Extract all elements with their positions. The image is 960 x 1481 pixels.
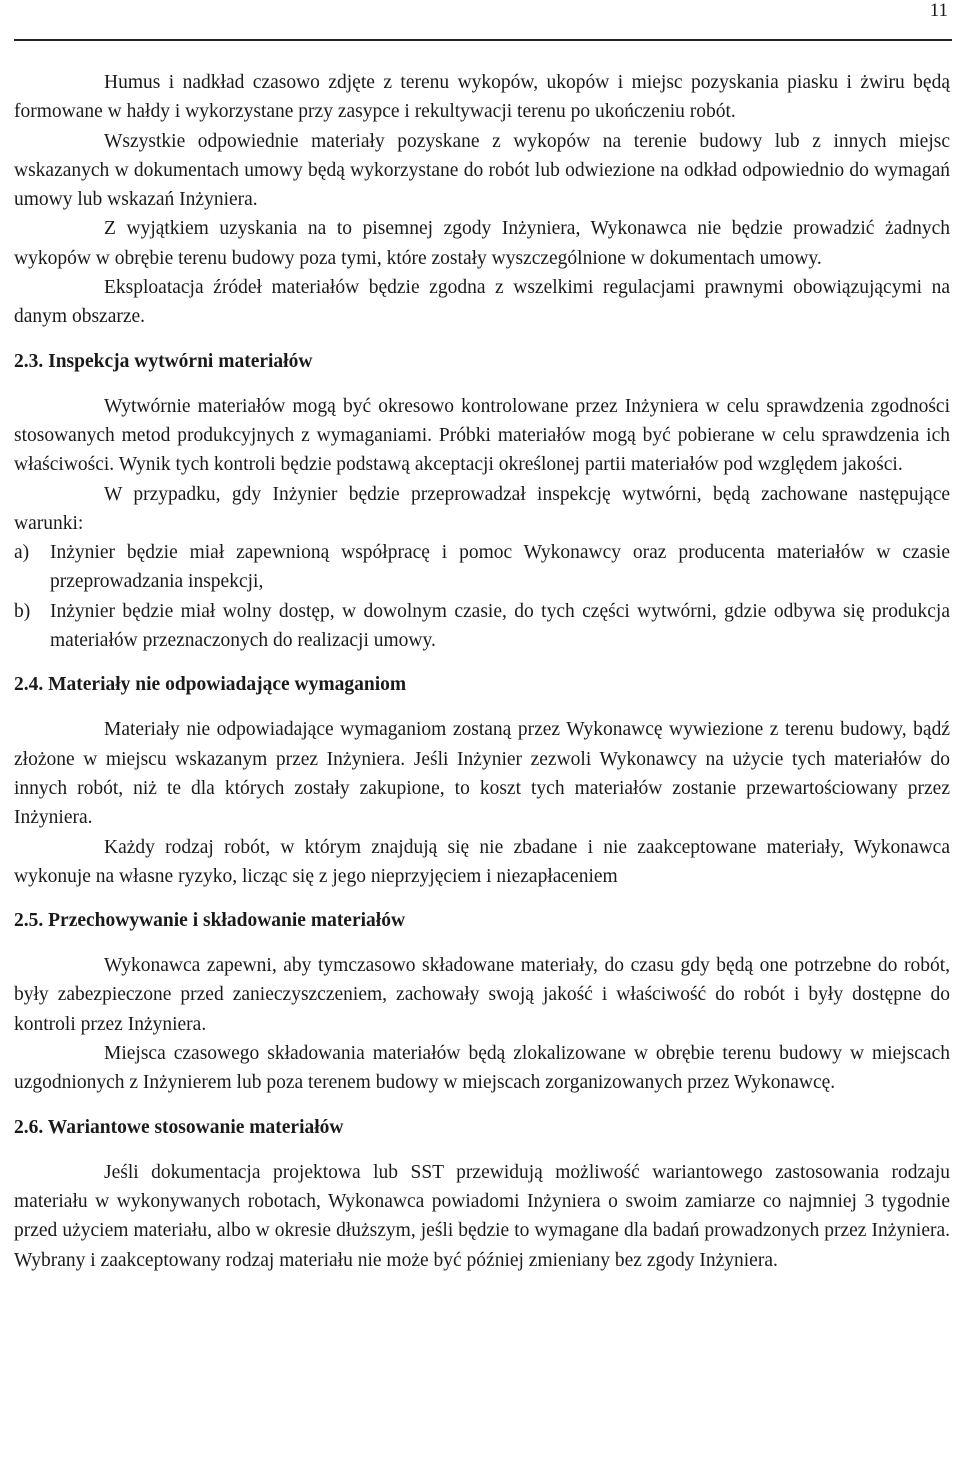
section-2-5-paragraph-1: Wykonawca zapewni, aby tymczasowo składowane materiały, do czasu gdy będą one potrzebne do robót, były zabezpieczone przed zanieczyszczeniem, zachowały swoją jakość i właściwość do robót i były dostępne do kontroli przez Inżyniera. bbox=[14, 955, 950, 1035]
list-item-text: Inżynier będzie miał wolny dostęp, w dowolnym czasie, do tych części wytwórni, gdzie odbywa się produkcja materiałów przeznaczonych do realizacji umowy. bbox=[50, 600, 950, 652]
list-marker: b) bbox=[14, 600, 31, 622]
section-heading-2-5: 2.5. Przechowywanie i składowanie materiałów bbox=[14, 910, 406, 932]
header-rule bbox=[14, 39, 952, 41]
section-heading-2-6: 2.6. Wariantowe stosowanie materiałów bbox=[14, 1116, 344, 1138]
intro-paragraph-4: Eksploatacja źródeł materiałów będzie zgodna z wszelkimi regulacjami prawnymi obowiązującymi na danym obszarze. bbox=[14, 277, 950, 328]
list-item-text: Inżynier będzie miał zapewnioną współpracę i pomoc Wykonawcy oraz producenta materiałów w czasie przeprowadzania inspekcji, bbox=[50, 542, 950, 593]
list-item bbox=[14, 538, 950, 597]
section-heading-2-3: 2.3. Inspekcja wytwórni materiałów bbox=[14, 350, 313, 372]
inspection-conditions-list bbox=[14, 538, 950, 655]
page-header bbox=[0, 0, 960, 42]
section-2-3-paragraph-2: W przypadku, gdy Inżynier będzie przeprowadzał inspekcję wytwórni, będą zachowane następujące warunki: bbox=[14, 483, 950, 534]
section-2-6-paragraph-1: Jeśli dokumentacja projektowa lub SST przewidują możliwość wariantowego zastosowania rodzaju materiału w wykonywanych robotach, Wykonawca powiadomi Inżyniera o swoim zamiarze co najmniej 3 tygodnie przed użyciem materiału, albo w okresie dłuższym, jeśli będzie to wymagane dla badań prowadzonych przez Inżyniera. Wybrany i zaakceptowany rodzaj materiału nie może być później zmieniany bez zgody Inżyniera. bbox=[14, 1161, 950, 1271]
intro-paragraph-2: Wszystkie odpowiednie materiały pozyskane z wykopów na terenie budowy lub z innych miejsc wskazanych w dokumentach umowy będą wykorzystane do robót lub odwiezione na odkład odpowiednio do wymagań umowy lub wskazań Inżyniera. bbox=[14, 130, 950, 211]
section-2-5-paragraph-2: Miejsca czasowego składowania materiałów będą zlokalizowane w obrębie terenu budowy w miejscach uzgodnionych z Inżynierem lub poza terenem budowy w miejscach zorganizowanych przez Wykonawcę. bbox=[14, 1043, 950, 1094]
document-body bbox=[14, 68, 950, 1275]
page-number: 11 bbox=[929, 0, 948, 21]
section-2-3-paragraph-1: Wytwórnie materiałów mogą być okresowo kontrolowane przez Inżyniera w celu sprawdzenia zgodności stosowanych metod produkcyjnych z wymaganiami. Próbki materiałów mogą być pobierane w celu sprawdzenia ich właściwości. Wynik tych kontroli będzie podstawą akceptacji określonej partii materiałów pod względem jakości. bbox=[14, 395, 950, 476]
section-2-4-paragraph-1: Materiały nie odpowiadające wymaganiom zostaną przez Wykonawcę wywiezione z terenu budowy, bądź złożone w miejscu wskazanym przez Inżyniera. Jeśli Inżynier zezwoli Wykonawcy na użycie tych materiałów do innych robót, niż te dla których zostały zakupione, to koszt tych materiałów zostanie przewartościowany przez Inżyniera. bbox=[14, 719, 950, 829]
list-item bbox=[14, 597, 950, 656]
intro-paragraph-3: Z wyjątkiem uzyskania na to pisemnej zgody Inżyniera, Wykonawca nie będzie prowadzić żadnych wykopów w obrębie terenu budowy poza tymi, które zostały wyszczególnione w dokumentach umowy. bbox=[14, 218, 950, 269]
section-2-4-paragraph-2: Każdy rodzaj robót, w którym znajdują się nie zbadane i nie zaakceptowane materiały, Wykonawca wykonuje na własne ryzyko, licząc się z jego nieprzyjęciem i niezapłaceniem bbox=[14, 836, 950, 887]
intro-paragraph-1: Humus i nadkład czasowo zdjęte z terenu wykopów, ukopów i miejsc pozyskania piasku i żwiru będą formowane w hałdy i wykorzystane przy zasypce i rekultywacji terenu po ukończeniu robót. bbox=[14, 72, 950, 123]
section-heading-2-4: 2.4. Materiały nie odpowiadające wymaganiom bbox=[14, 674, 407, 696]
list-marker: a) bbox=[14, 542, 30, 564]
